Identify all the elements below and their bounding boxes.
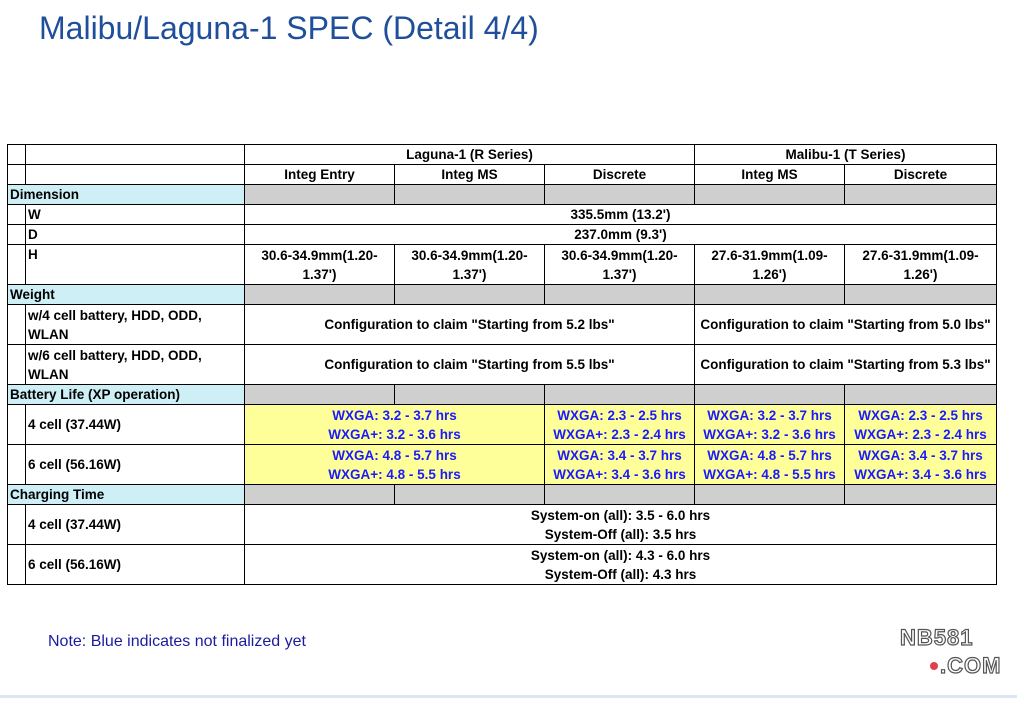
table-row: [8, 305, 997, 345]
section-label: Battery Life (XP operation): [8, 385, 245, 405]
cell-value: System-on (all): 3.5 - 6.0 hrs System-Off (all): 3.5 hrs: [245, 505, 997, 545]
blank-cell: [26, 165, 245, 185]
cell-value: System-on (all): 4.3 - 6.0 hrs System-Off (all): 4.3 hrs: [245, 545, 997, 585]
table-row: [8, 165, 997, 185]
page-title: Malibu/Laguna-1 SPEC (Detail 4/4): [39, 10, 539, 46]
section-row: [8, 485, 997, 505]
nb581-logo: [898, 625, 1006, 677]
cell-value: WXGA: 2.3 - 2.5 hrs WXGA+: 2.3 - 2.4 hrs: [545, 405, 695, 445]
blank-cell: [8, 145, 26, 165]
table-row: [8, 445, 997, 485]
row-label: w/6 cell battery, HDD, ODD, WLAN: [26, 345, 245, 385]
footnote: Note: Blue indicates not finalized yet: [48, 633, 306, 650]
section-row: [8, 285, 997, 305]
laguna-group-header: Laguna-1 (R Series): [245, 145, 695, 165]
table-row: [8, 405, 997, 445]
row-label: D: [26, 225, 245, 245]
blank-cell: [8, 165, 26, 185]
column-header: Integ Entry: [245, 165, 395, 185]
row-label: 6 cell (56.16W): [26, 445, 245, 485]
cell-value: 30.6-34.9mm(1.20-1.37'): [545, 245, 695, 285]
table-row: [8, 245, 997, 285]
cell-value: Configuration to claim "Starting from 5.3 lbs": [695, 345, 997, 385]
column-header: Integ MS: [695, 165, 845, 185]
svg-text:NB581: NB581: [900, 625, 974, 650]
table-row: [8, 505, 997, 545]
cell-value: WXGA: 3.2 - 3.7 hrs WXGA+: 3.2 - 3.6 hrs: [695, 405, 845, 445]
malibu-group-header: Malibu-1 (T Series): [695, 145, 997, 165]
cell-value: 30.6-34.9mm(1.20-1.37'): [245, 245, 395, 285]
section-label: Weight: [8, 285, 245, 305]
svg-text:.COM: .COM: [940, 653, 1002, 677]
row-label: 4 cell (37.44W): [26, 505, 245, 545]
cell-value: Configuration to claim "Starting from 5.5 lbs": [245, 345, 695, 385]
section-label: Dimension: [8, 185, 245, 205]
column-header: Integ MS: [395, 165, 545, 185]
table-row: [8, 225, 997, 245]
cell-value: Configuration to claim "Starting from 5.0 lbs": [695, 305, 997, 345]
section-row: [8, 385, 997, 405]
cell-value: WXGA: 3.2 - 3.7 hrs WXGA+: 3.2 - 3.6 hrs: [245, 405, 545, 445]
row-label: W: [26, 205, 245, 225]
cell-value: Configuration to claim "Starting from 5.2 lbs": [245, 305, 695, 345]
cell-value: 335.5mm (13.2'): [245, 205, 997, 225]
cell-value: 27.6-31.9mm(1.09-1.26'): [695, 245, 845, 285]
cell-value: WXGA: 4.8 - 5.7 hrs WXGA+: 4.8 - 5.5 hrs: [245, 445, 545, 485]
section-row: [8, 185, 997, 205]
bottom-divider: [0, 695, 1017, 698]
cell-value: WXGA: 3.4 - 3.7 hrs WXGA+: 3.4 - 3.6 hrs: [845, 445, 997, 485]
table-row: [8, 545, 997, 585]
cell-value: 27.6-31.9mm(1.09-1.26'): [845, 245, 997, 285]
cell-value: 30.6-34.9mm(1.20-1.37'): [395, 245, 545, 285]
row-label: 4 cell (37.44W): [26, 405, 245, 445]
cell-value: WXGA: 4.8 - 5.7 hrs WXGA+: 4.8 - 5.5 hrs: [695, 445, 845, 485]
cell-value: 237.0mm (9.3'): [245, 225, 997, 245]
table-row: [8, 145, 997, 165]
table-row: [8, 205, 997, 225]
column-header: Discrete: [845, 165, 997, 185]
row-label: 6 cell (56.16W): [26, 545, 245, 585]
table-row: [8, 345, 997, 385]
blank-cell: [26, 145, 245, 165]
section-label: Charging Time: [8, 485, 245, 505]
cell-value: WXGA: 3.4 - 3.7 hrs WXGA+: 3.4 - 3.6 hrs: [545, 445, 695, 485]
row-label: H: [26, 245, 245, 285]
row-label: w/4 cell battery, HDD, ODD, WLAN: [26, 305, 245, 345]
spec-table: [7, 144, 997, 585]
column-header: Discrete: [545, 165, 695, 185]
cell-value: WXGA: 2.3 - 2.5 hrs WXGA+: 2.3 - 2.4 hrs: [845, 405, 997, 445]
